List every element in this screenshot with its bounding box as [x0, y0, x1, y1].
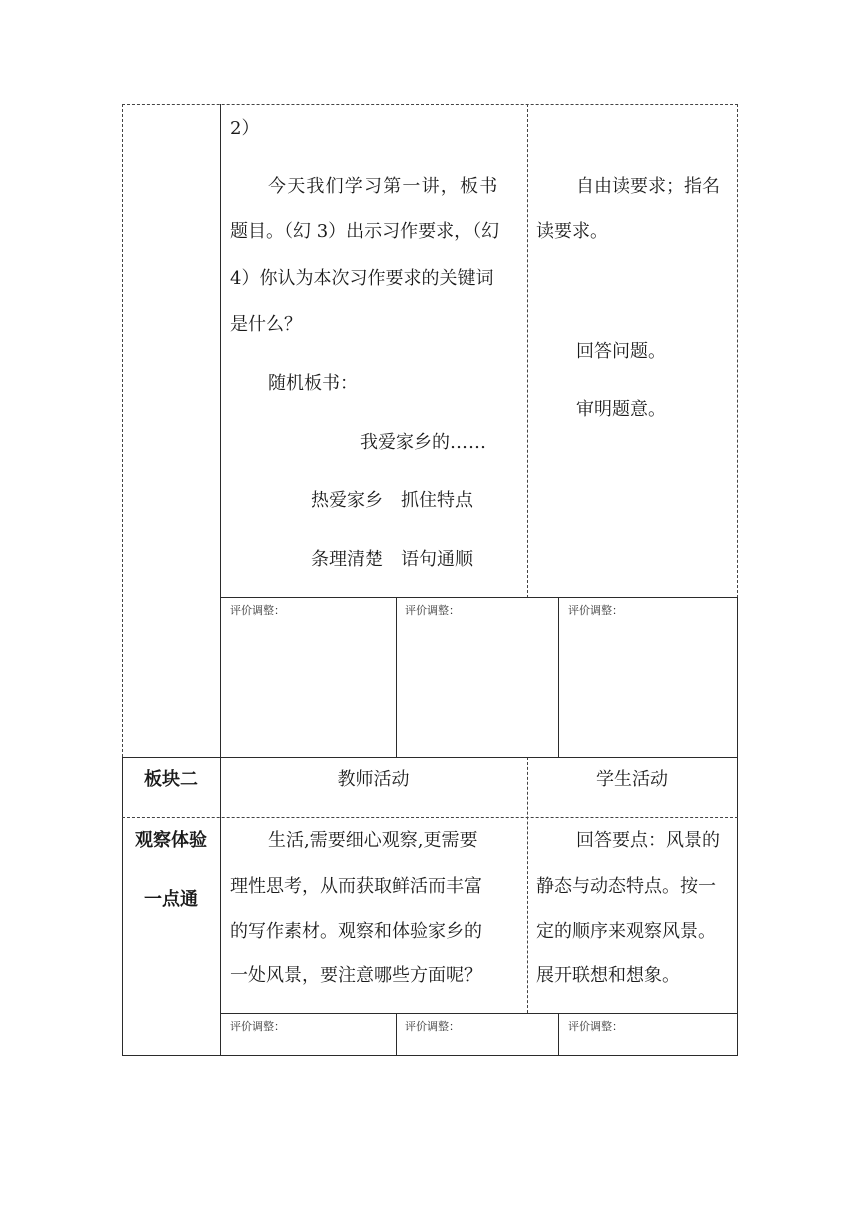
student-line: 静态与动态特点。按一: [536, 876, 716, 897]
section-2-bottom: [122, 817, 738, 818]
eval-label: 评价调整：: [405, 1020, 460, 1033]
table-bottom-border: [122, 1055, 738, 1056]
eval-2-divider-a: [396, 1013, 397, 1056]
student-line: 展开联想和想象。: [536, 965, 680, 986]
teacher-line: 的写作素材。观察和体验家乡的: [230, 921, 482, 942]
student-line: 回答问题。: [576, 341, 666, 362]
eval-row-1-top: [220, 597, 738, 598]
student-line: 审明题意。: [576, 399, 666, 420]
section-3-label-line-2: 一点通: [144, 889, 198, 910]
eval-label: 评价调整：: [405, 604, 460, 617]
table-right-border-top: [737, 104, 738, 598]
activity-divider-1: [527, 104, 528, 598]
student-activity-header: 学生活动: [596, 769, 668, 790]
student-line: 读要求。: [536, 221, 608, 242]
teacher-line: 理性思考，从而获取鲜活而丰富: [230, 876, 482, 897]
table-top-border: [122, 104, 738, 105]
section-3-label-line-1: 观察体验: [135, 830, 207, 851]
student-line: 回答要点：风景的: [576, 830, 720, 851]
teacher-line: 生活,需要细心观察,更需要: [268, 830, 478, 851]
eval-label: 评价调整：: [568, 604, 623, 617]
teacher-activity-header: 教师活动: [337, 769, 410, 790]
activity-divider-2: [527, 757, 528, 1013]
eval-1-divider-b: [558, 597, 559, 757]
teacher-line: 一处风景，要注意哪些方面呢？: [230, 965, 482, 986]
board-title: 我爱家乡的……: [360, 432, 486, 453]
student-line: 自由读要求；指名: [576, 176, 720, 197]
board-keywords-1: 热爱家乡 抓住特点: [311, 490, 473, 511]
eval-label: 评价调整：: [230, 1020, 285, 1033]
table-right-border: [737, 598, 738, 1056]
teacher-line: 2）: [230, 118, 260, 139]
teacher-line: 题目。（幻 3）出示习作要求，（幻: [230, 221, 500, 242]
eval-1-divider-a: [396, 597, 397, 757]
teacher-line: 随机板书：: [268, 373, 358, 394]
eval-2-divider-b: [558, 1013, 559, 1056]
teacher-line: 4）你认为本次习作要求的关键词: [230, 268, 494, 289]
label-column-divider: [220, 104, 221, 1056]
student-line: 定的顺序来观察风景。: [536, 921, 716, 942]
table-left-border-top: [122, 104, 123, 757]
board-keywords-2: 条理清楚 语句通顺: [311, 549, 473, 570]
section-2-top: [122, 757, 738, 758]
section-2-label: 板块二: [144, 769, 198, 790]
eval-label: 评价调整：: [230, 604, 285, 617]
teacher-line: 今天我们学习第一讲，板书: [268, 176, 499, 197]
eval-label: 评价调整：: [568, 1020, 623, 1033]
teacher-line: 是什么？: [230, 314, 302, 335]
eval-row-2-top: [220, 1013, 738, 1014]
